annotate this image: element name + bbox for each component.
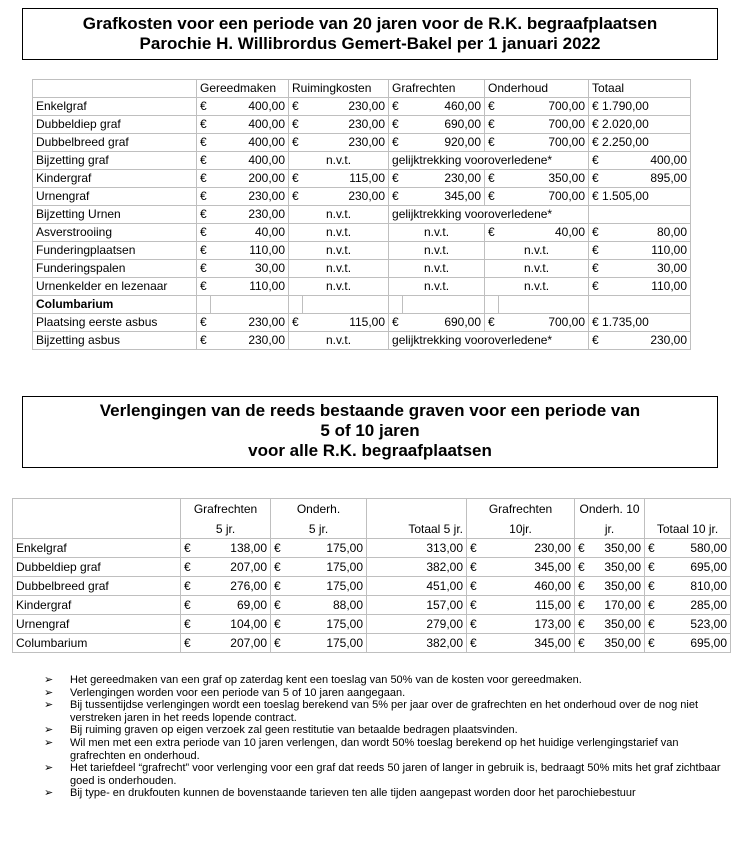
totaal-value (589, 260, 691, 278)
total-5-value: 157,00 (367, 596, 467, 615)
table-row (13, 558, 731, 577)
euro-sign: € (197, 224, 211, 242)
value-cell: 523,00 (657, 615, 731, 634)
euro-sign: € (592, 279, 599, 293)
grafrechten-nvt: n.v.t. (389, 260, 485, 278)
header-blank (33, 80, 197, 98)
table-row (33, 188, 691, 206)
note-item (40, 687, 730, 700)
row-label: Asverstrooiing (33, 224, 197, 242)
totaal-amount: 110,00 (651, 279, 688, 293)
onderhoud-nvt: n.v.t. (485, 260, 589, 278)
arrow-bullet-icon: ➢ (44, 699, 54, 712)
euro-sign: € (289, 116, 303, 134)
tariff-title-box (22, 8, 718, 60)
extension-title-box (22, 396, 718, 468)
value-cell: 460,00 (479, 577, 575, 596)
value-cell: 207,00 (193, 558, 271, 577)
euro-sign: € (485, 134, 499, 152)
tariff-title-line-2: Parochie H. Willibrordus Gemert-Bakel per 1 januari 2022 (139, 34, 601, 53)
total-5-value: 313,00 (367, 539, 467, 558)
value-cell: 115,00 (479, 596, 575, 615)
row-label: Columbarium (33, 296, 197, 314)
gelijktrekking-note: gelijktrekking vooroverledene* (389, 206, 589, 224)
euro-sign: € (389, 188, 403, 206)
value-cell: 345,00 (479, 558, 575, 577)
column-header: Totaal 5 jr. (367, 520, 467, 539)
euro-sign: € (645, 634, 657, 653)
totaal-value: € 2.250,00 (589, 134, 691, 152)
euro-sign: € (197, 242, 211, 260)
totaal-value: € 1.735,00 (589, 314, 691, 332)
tariff-title-line-1: Grafkosten voor een periode van 20 jaren voor de R.K. begraafplaatsen (82, 14, 658, 33)
total-5-value: 382,00 (367, 634, 467, 653)
note-text: Het tariefdeel “grafrecht” voor verlenging voor een graf dat reeds 50 jaren of langer in gebruik is, bedraagt 50% mits het graf zichtbaar goed is onderhouden. (70, 762, 721, 787)
row-label: Dubbelbreed graf (33, 134, 197, 152)
table-row (13, 539, 731, 558)
onderhoud-nvt: n.v.t. (485, 278, 589, 296)
euro-sign: € (197, 152, 211, 170)
value-cell: 207,00 (193, 634, 271, 653)
total-5-value: 451,00 (367, 577, 467, 596)
euro-sign: € (271, 615, 283, 634)
grafrechten-nvt: n.v.t. (389, 242, 485, 260)
euro-sign: € (467, 596, 479, 615)
ruimingkosten-nvt: n.v.t. (289, 224, 389, 242)
value-cell: 350,00 (587, 539, 645, 558)
totaal-value: € 2.020,00 (589, 116, 691, 134)
row-label: Dubbeldiep graf (33, 116, 197, 134)
row-label: Enkelgraf (33, 98, 197, 116)
totaal-amount: 400,00 (650, 153, 688, 167)
euro-sign: € (271, 634, 283, 653)
value-cell: 175,00 (283, 558, 367, 577)
totaal-value: € 1.505,00 (589, 188, 691, 206)
euro-sign: € (592, 225, 599, 239)
table-row (33, 152, 691, 170)
empty-cell (303, 296, 389, 314)
euro-sign: € (592, 333, 599, 347)
table-row (33, 98, 691, 116)
row-label: Funderingplaatsen (33, 242, 197, 260)
euro-sign: € (575, 615, 587, 634)
gereedmaken-value: 230,00 (211, 206, 289, 224)
row-label: Dubbeldiep graf (13, 558, 181, 577)
row-label: Urnengraf (33, 188, 197, 206)
column-header: 5 jr. (271, 520, 367, 539)
totaal-value: € 1.790,00 (589, 98, 691, 116)
totaal-amount: 80,00 (657, 225, 688, 239)
column-header: Onderhoud (485, 80, 589, 98)
value-cell: 173,00 (479, 615, 575, 634)
totaal-value (589, 278, 691, 296)
table-header-row (13, 499, 731, 521)
table-row (33, 116, 691, 134)
totaal-value (589, 242, 691, 260)
table-row (13, 634, 731, 653)
euro-sign: € (197, 116, 211, 134)
gelijktrekking-note: gelijktrekking vooroverledene* (389, 152, 589, 170)
column-header (367, 499, 467, 521)
euro-sign: € (197, 206, 211, 224)
euro-sign: € (645, 596, 657, 615)
euro-sign: € (485, 98, 499, 116)
header-blank (13, 520, 181, 539)
gereedmaken-value: 400,00 (211, 116, 289, 134)
euro-sign: € (181, 615, 193, 634)
ruimingkosten-value: 230,00 (303, 134, 389, 152)
ruimingkosten-nvt: n.v.t. (289, 332, 389, 350)
euro-sign: € (485, 188, 499, 206)
euro-sign: € (485, 314, 499, 332)
note-item (40, 762, 730, 787)
row-label: Bijzetting asbus (33, 332, 197, 350)
onderhoud-value: 700,00 (499, 188, 589, 206)
column-header: 10jr. (467, 520, 575, 539)
euro-sign: € (197, 314, 211, 332)
value-cell: 810,00 (657, 577, 731, 596)
extension-title-line-1: Verlengingen van de reeds bestaande graven voor een periode van (99, 401, 641, 420)
row-label: Columbarium (13, 634, 181, 653)
grave-costs-table (32, 79, 691, 350)
table-row (33, 314, 691, 332)
row-label: Urnenkelder en lezenaar (33, 278, 197, 296)
value-cell: 345,00 (479, 634, 575, 653)
arrow-bullet-icon: ➢ (44, 736, 54, 749)
grafrechten-value: 920,00 (403, 134, 485, 152)
value-cell: 580,00 (657, 539, 731, 558)
value-cell: 230,00 (479, 539, 575, 558)
ruimingkosten-value: 115,00 (303, 170, 389, 188)
grafrechten-value: 690,00 (403, 314, 485, 332)
euro-sign: € (197, 332, 211, 350)
ruimingkosten-value: 230,00 (303, 116, 389, 134)
gereedmaken-value: 230,00 (211, 332, 289, 350)
empty-cell (197, 296, 211, 314)
totaal-value (589, 224, 691, 242)
column-header: Onderh. 10 (575, 499, 645, 521)
arrow-bullet-icon: ➢ (44, 787, 54, 800)
euro-sign: € (289, 188, 303, 206)
value-cell: 285,00 (657, 596, 731, 615)
totaal-value (589, 152, 691, 170)
empty-cell (589, 296, 691, 314)
euro-sign: € (181, 577, 193, 596)
euro-sign: € (467, 539, 479, 558)
empty-cell (499, 296, 589, 314)
euro-sign: € (181, 539, 193, 558)
row-label: Urnengraf (13, 615, 181, 634)
totaal-value (589, 170, 691, 188)
empty-cell (485, 296, 499, 314)
value-cell: 138,00 (193, 539, 271, 558)
extension-costs-table (12, 498, 731, 653)
euro-sign: € (181, 596, 193, 615)
totaal-value (589, 332, 691, 350)
value-cell: 350,00 (587, 577, 645, 596)
column-header: Gereedmaken (197, 80, 289, 98)
euro-sign: € (467, 634, 479, 653)
euro-sign: € (289, 98, 303, 116)
gelijktrekking-note: gelijktrekking vooroverledene* (389, 332, 589, 350)
empty-cell (389, 296, 403, 314)
table-row (13, 596, 731, 615)
euro-sign: € (645, 539, 657, 558)
gereedmaken-value: 110,00 (211, 278, 289, 296)
onderhoud-value: 700,00 (499, 98, 589, 116)
euro-sign: € (575, 539, 587, 558)
gereedmaken-value: 40,00 (211, 224, 289, 242)
arrow-bullet-icon: ➢ (44, 686, 54, 699)
table-row (13, 577, 731, 596)
extension-title-line-2: 5 of 10 jaren (320, 421, 420, 440)
euro-sign: € (592, 261, 599, 275)
ruimingkosten-value: 230,00 (303, 188, 389, 206)
row-label: Plaatsing eerste asbus (33, 314, 197, 332)
euro-sign: € (389, 116, 403, 134)
empty-cell (211, 296, 289, 314)
onderhoud-nvt: n.v.t. (485, 242, 589, 260)
euro-sign: € (197, 278, 211, 296)
euro-sign: € (389, 314, 403, 332)
gereedmaken-value: 110,00 (211, 242, 289, 260)
table-header-row (13, 520, 731, 539)
note-text: Bij ruiming graven op eigen verzoek zal geen restitutie van betaalde bedragen plaatsvinden. (70, 724, 518, 737)
euro-sign: € (645, 615, 657, 634)
arrow-bullet-icon: ➢ (44, 674, 54, 686)
notes-list (40, 674, 730, 800)
euro-sign: € (271, 558, 283, 577)
value-cell: 104,00 (193, 615, 271, 634)
column-header (645, 499, 731, 521)
totaal-amount: 110,00 (651, 243, 688, 257)
gereedmaken-value: 230,00 (211, 314, 289, 332)
euro-sign: € (389, 170, 403, 188)
euro-sign: € (289, 314, 303, 332)
totaal-blank (589, 206, 691, 224)
value-cell: 695,00 (657, 634, 731, 653)
ruimingkosten-nvt: n.v.t. (289, 242, 389, 260)
grafrechten-value: 230,00 (403, 170, 485, 188)
euro-sign: € (485, 170, 499, 188)
table-row (33, 296, 691, 314)
table-row (33, 170, 691, 188)
note-item (40, 787, 730, 800)
value-cell: 175,00 (283, 615, 367, 634)
euro-sign: € (181, 558, 193, 577)
column-header: Grafrechten (389, 80, 485, 98)
column-header: Grafrechten (467, 499, 575, 521)
euro-sign: € (575, 558, 587, 577)
value-cell: 170,00 (587, 596, 645, 615)
row-label: Kindergraf (13, 596, 181, 615)
row-label: Dubbelbreed graf (13, 577, 181, 596)
grafrechten-value: 690,00 (403, 116, 485, 134)
euro-sign: € (575, 634, 587, 653)
row-label: Bijzetting Urnen (33, 206, 197, 224)
row-label: Enkelgraf (13, 539, 181, 558)
note-item (40, 724, 730, 737)
euro-sign: € (389, 98, 403, 116)
column-header: Totaal (589, 80, 691, 98)
column-header: jr. (575, 520, 645, 539)
arrow-bullet-icon: ➢ (44, 724, 54, 737)
onderhoud-value: 700,00 (499, 134, 589, 152)
totaal-amount: 895,00 (650, 171, 688, 185)
row-label: Funderingspalen (33, 260, 197, 278)
note-text: Bij tussentijdse verlengingen wordt een toeslag berekend van 5% per jaar over de grafrechten en het onderhoud over de nog niet verstreken jaren in het reeds lopende contract. (70, 699, 699, 724)
euro-sign: € (271, 577, 283, 596)
value-cell: 350,00 (587, 634, 645, 653)
row-label: Bijzetting graf (33, 152, 197, 170)
euro-sign: € (485, 224, 499, 242)
euro-sign: € (485, 116, 499, 134)
table-row (33, 224, 691, 242)
note-item (40, 674, 730, 687)
grafrechten-value: 345,00 (403, 188, 485, 206)
column-header: Grafrechten (181, 499, 271, 521)
value-cell: 175,00 (283, 634, 367, 653)
ruimingkosten-nvt: n.v.t. (289, 278, 389, 296)
euro-sign: € (289, 170, 303, 188)
euro-sign: € (289, 134, 303, 152)
euro-sign: € (645, 558, 657, 577)
ruimingkosten-nvt: n.v.t. (289, 260, 389, 278)
euro-sign: € (592, 243, 599, 257)
euro-sign: € (575, 577, 587, 596)
header-blank (13, 499, 181, 521)
euro-sign: € (197, 98, 211, 116)
empty-cell (289, 296, 303, 314)
value-cell: 175,00 (283, 539, 367, 558)
table-row (33, 260, 691, 278)
column-header: 5 jr. (181, 520, 271, 539)
table-row (33, 206, 691, 224)
note-text: Het gereedmaken van een graf op zaterdag kent een toeslag van 50% van de kosten voor gereedmaken. (70, 674, 582, 686)
value-cell: 695,00 (657, 558, 731, 577)
euro-sign: € (197, 170, 211, 188)
grafrechten-nvt: n.v.t. (389, 278, 485, 296)
euro-sign: € (197, 188, 211, 206)
gereedmaken-value: 230,00 (211, 188, 289, 206)
euro-sign: € (645, 577, 657, 596)
note-text: Wil men met een extra periode van 10 jaren verlengen, dan wordt 50% toeslag berekend op het huidige verlengingstarief van grafrechten en onderhoud. (70, 736, 679, 762)
table-row (33, 278, 691, 296)
value-cell: 350,00 (587, 558, 645, 577)
euro-sign: € (467, 577, 479, 596)
table-row (13, 615, 731, 634)
total-5-value: 382,00 (367, 558, 467, 577)
euro-sign: € (575, 596, 587, 615)
onderhoud-value: 700,00 (499, 314, 589, 332)
grafrechten-nvt: n.v.t. (389, 224, 485, 242)
euro-sign: € (592, 153, 599, 167)
ruimingkosten-nvt: n.v.t. (289, 206, 389, 224)
value-cell: 88,00 (283, 596, 367, 615)
gereedmaken-value: 400,00 (211, 98, 289, 116)
euro-sign: € (181, 634, 193, 653)
euro-sign: € (271, 539, 283, 558)
gereedmaken-value: 200,00 (211, 170, 289, 188)
note-text: Verlengingen worden voor een periode van 5 of 10 jaren aangegaan. (70, 686, 406, 699)
table-row (33, 332, 691, 350)
grafrechten-value: 460,00 (403, 98, 485, 116)
table-header-row (33, 80, 691, 98)
onderhoud-value: 40,00 (499, 224, 589, 242)
gereedmaken-value: 400,00 (211, 134, 289, 152)
euro-sign: € (197, 134, 211, 152)
column-header: Onderh. (271, 499, 367, 521)
euro-sign: € (467, 615, 479, 634)
extension-title-line-3: voor alle R.K. begraafplaatsen (248, 441, 492, 460)
note-item (40, 737, 730, 762)
value-cell: 276,00 (193, 577, 271, 596)
value-cell: 175,00 (283, 577, 367, 596)
note-text: Bij type- en drukfouten kunnen de bovenstaande tarieven ten alle tijden aangepast worden door het parochiebestuur (70, 787, 636, 800)
column-header: Ruimingkosten (289, 80, 389, 98)
euro-sign: € (592, 171, 599, 185)
onderhoud-value: 350,00 (499, 170, 589, 188)
totaal-amount: 30,00 (657, 261, 688, 275)
table-row (33, 242, 691, 260)
totaal-amount: 230,00 (650, 333, 688, 347)
total-5-value: 279,00 (367, 615, 467, 634)
column-header: Totaal 10 jr. (645, 520, 731, 539)
ruimingkosten-value: 230,00 (303, 98, 389, 116)
value-cell: 350,00 (587, 615, 645, 634)
row-label: Kindergraf (33, 170, 197, 188)
note-item (40, 699, 730, 724)
euro-sign: € (271, 596, 283, 615)
value-cell: 69,00 (193, 596, 271, 615)
gereedmaken-value: 30,00 (211, 260, 289, 278)
euro-sign: € (389, 134, 403, 152)
ruimingkosten-value: 115,00 (303, 314, 389, 332)
euro-sign: € (197, 260, 211, 278)
gereedmaken-value: 400,00 (211, 152, 289, 170)
euro-sign: € (467, 558, 479, 577)
ruimingkosten-nvt: n.v.t. (289, 152, 389, 170)
empty-cell (403, 296, 485, 314)
table-row (33, 134, 691, 152)
arrow-bullet-icon: ➢ (44, 762, 54, 775)
onderhoud-value: 700,00 (499, 116, 589, 134)
